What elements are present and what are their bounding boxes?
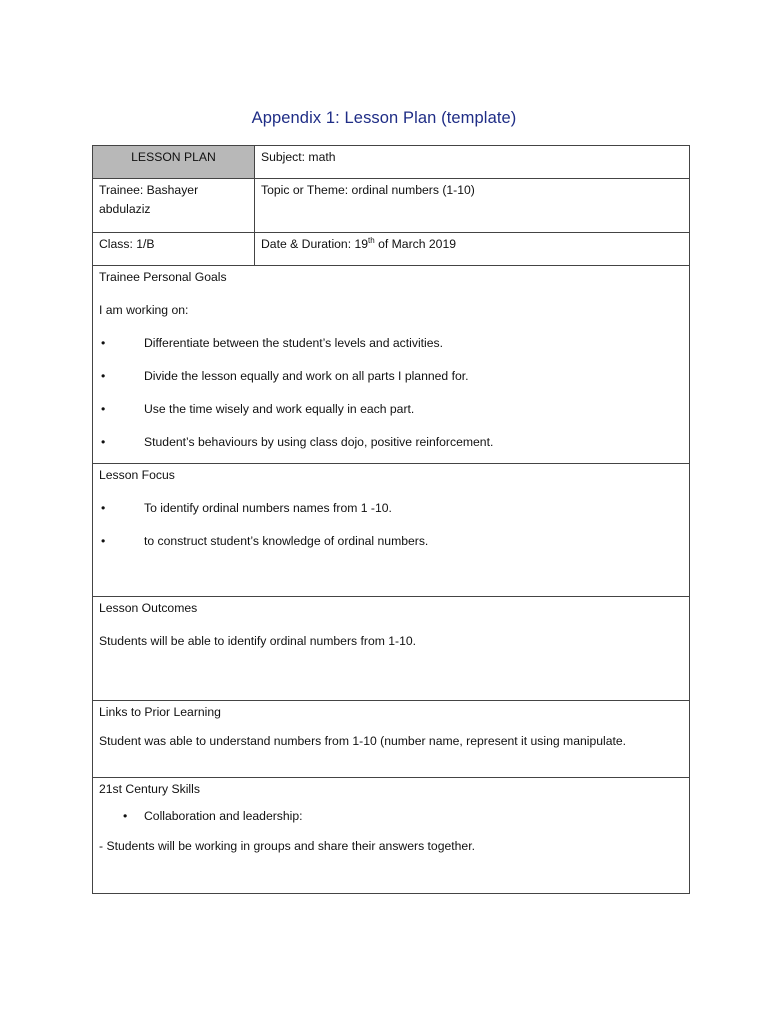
lesson-plan-label-cell bbox=[93, 146, 255, 179]
skills-heading: 21st Century Skills bbox=[99, 782, 200, 796]
bullet-icon: • bbox=[101, 402, 106, 416]
header-row-2 bbox=[93, 179, 690, 233]
prior-learning-heading: Links to Prior Learning bbox=[99, 705, 221, 719]
page-title: Appendix 1: Lesson Plan (template) bbox=[251, 109, 517, 127]
list-item: • Divide the lesson equally and work on all parts I planned for. bbox=[99, 367, 683, 386]
focus-list bbox=[99, 499, 683, 551]
topic-cell bbox=[255, 179, 690, 233]
subject-text: Subject: math bbox=[261, 150, 336, 164]
list-item: • to construct student’s knowledge of ordinal numbers. bbox=[99, 532, 683, 551]
bullet-icon: • bbox=[101, 336, 106, 350]
skills-cell bbox=[93, 778, 690, 894]
trainee-line-1: Trainee: Bashayer bbox=[99, 183, 199, 197]
skills-row bbox=[93, 778, 690, 894]
prior-learning-row bbox=[93, 701, 690, 778]
goals-row bbox=[93, 266, 690, 464]
bullet-icon: • bbox=[101, 369, 106, 383]
header-row-3 bbox=[93, 233, 690, 266]
outcomes-cell bbox=[93, 597, 690, 701]
subject-cell bbox=[255, 146, 690, 179]
list-item: • Student’s behaviours by using class dojo, positive reinforcement. bbox=[99, 433, 683, 452]
class-text: Class: 1/B bbox=[99, 237, 155, 251]
date-prefix: Date & Duration: 19 bbox=[261, 237, 369, 251]
skills-list bbox=[99, 807, 683, 826]
outcomes-heading: Lesson Outcomes bbox=[99, 601, 198, 615]
date-cell bbox=[255, 233, 690, 266]
topic-text: Topic or Theme: ordinal numbers (1-10) bbox=[261, 183, 475, 197]
focus-heading: Lesson Focus bbox=[99, 468, 175, 482]
date-superscript: th bbox=[368, 236, 375, 245]
goals-cell bbox=[93, 266, 690, 464]
goals-intro: I am working on: bbox=[99, 303, 189, 317]
class-cell bbox=[93, 233, 255, 266]
bullet-icon: • bbox=[101, 435, 106, 449]
outcomes-row bbox=[93, 597, 690, 701]
goals-heading: Trainee Personal Goals bbox=[99, 270, 227, 284]
bullet-icon: • bbox=[123, 809, 128, 823]
lesson-plan-table bbox=[92, 145, 690, 894]
list-item: • To identify ordinal numbers names from 1 -10. bbox=[99, 499, 683, 518]
list-item: • Differentiate between the student’s levels and activities. bbox=[99, 334, 683, 353]
outcomes-text: Students will be able to identify ordinal numbers from 1-10. bbox=[99, 634, 417, 648]
goals-list bbox=[99, 334, 683, 452]
bullet-icon: • bbox=[101, 501, 106, 515]
focus-row bbox=[93, 464, 690, 597]
focus-cell bbox=[93, 464, 690, 597]
lesson-plan-label: LESSON PLAN bbox=[131, 150, 216, 164]
header-row-1 bbox=[93, 146, 690, 179]
date-suffix: of March 2019 bbox=[374, 237, 457, 251]
trainee-cell bbox=[93, 179, 255, 233]
bullet-icon: • bbox=[101, 534, 106, 548]
trainee-line-2: abdulaziz bbox=[99, 202, 151, 216]
skills-note: - Students will be working in groups and share their answers together. bbox=[99, 839, 475, 853]
prior-learning-text: Student was able to understand numbers from 1-10 (number name, represent it using manipulate. bbox=[99, 734, 627, 748]
list-item: • Use the time wisely and work equally in each part. bbox=[99, 400, 683, 419]
prior-learning-cell bbox=[93, 701, 690, 778]
list-item: • Collaboration and leadership: bbox=[99, 807, 683, 826]
